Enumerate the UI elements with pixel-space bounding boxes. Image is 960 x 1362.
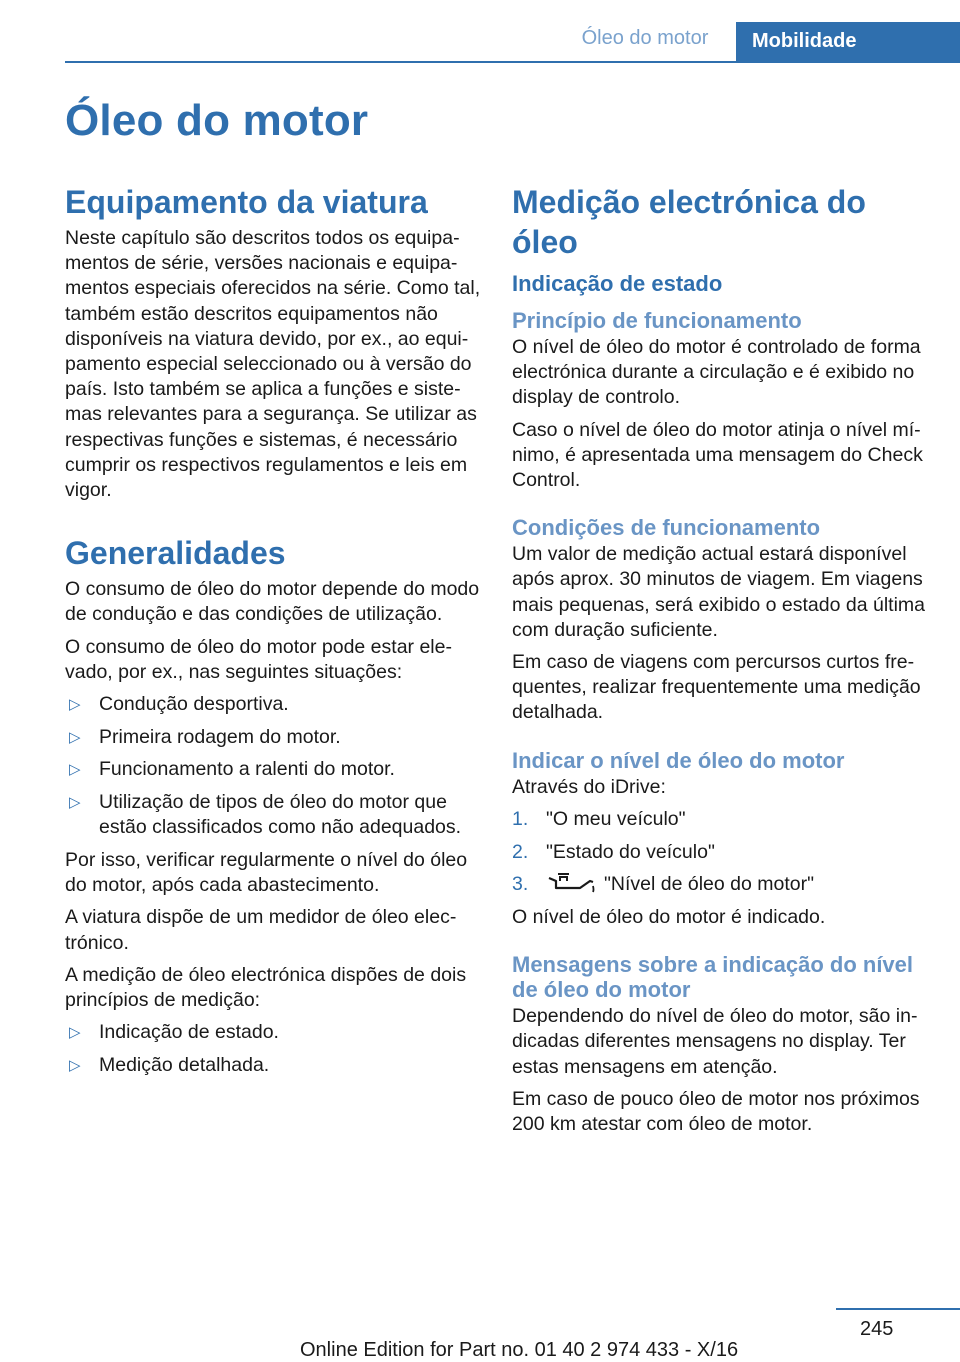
paragraph: A viatura dispõe de um medidor de óleo electrónico. [65, 906, 457, 954]
paragraph: Caso o nível de óleo do motor atinja o nível mínimo, é apresentada uma mensagem do Check Control. [512, 418, 923, 492]
triangle-bullet-icon: ▷ [69, 696, 81, 714]
list-item: 1. "O meu veículo" [512, 807, 686, 830]
oil-can-icon [546, 872, 596, 894]
list-item: ▷ Primeira rodagem do motor. [65, 725, 481, 750]
header-rule [65, 61, 960, 63]
heading-generalidades: Generalidades [65, 535, 286, 572]
paragraph: Um valor de medição actual estará disponível após aprox. 30 minutos de viagem. Em viagens mais pequenas, será exibido o estado da última com duração suficiente. [512, 543, 926, 641]
header-chapter-tab: Mobilidade [736, 22, 960, 63]
page-number: 245 [860, 1318, 894, 1340]
list-item: ▷ Indicação de estado. [65, 1020, 481, 1045]
subheading-indicacao: Indicação de estado [512, 271, 723, 296]
paragraph: A medição de óleo electrónica dispões de dois princípios de medição: [65, 963, 467, 1012]
heading-principio: Princípio de funcionamento [512, 308, 802, 333]
paragraph: O nível de óleo do motor é controlado de forma electrónica durante a circulação e é exibido no display de controlo. [512, 336, 921, 409]
list-item: ▷ Medição detalhada. [65, 1053, 481, 1078]
paragraph: Através do iDrive: [512, 775, 666, 798]
right-column [512, 182, 930, 1144]
header-section-title: Óleo do motor [581, 27, 709, 49]
steps-list [512, 807, 930, 898]
edition-footer: Online Edition for Part no. 01 40 2 974 433 - X/16 [300, 1339, 739, 1361]
heading-medicao: Medição electrónica do óleo [512, 184, 866, 260]
paragraph: O consumo de óleo do motor pode estar elevado, por ex., nas seguintes situações: [65, 635, 452, 683]
left-column [65, 182, 481, 1086]
triangle-bullet-icon: ▷ [69, 1024, 81, 1042]
list-item: 3. "Nível de óleo do motor" [512, 873, 815, 896]
heading-indicar: Indicar o nível de óleo do motor [512, 747, 845, 773]
page-title: Óleo do motor [65, 96, 369, 145]
heading-condicoes: Condições de funcionamento [512, 515, 821, 541]
bullet-list-principles [65, 1020, 481, 1078]
paragraph: Em caso de pouco óleo de motor nos próximos 200 km atestar com óleo de motor. [512, 1087, 920, 1135]
list-item: ▷ Funcionamento a ralenti do motor. [65, 757, 481, 782]
triangle-bullet-icon: ▷ [69, 794, 81, 812]
triangle-bullet-icon: ▷ [69, 1056, 81, 1074]
list-item: ▷ Utilização de tipos de óleo do motor que estão classificados como não adequados. [69, 791, 462, 839]
paragraph: Dependendo do nível de óleo do motor, são indicadas diferentes mensagens no display. Ter estas mensagens em atenção. [512, 1005, 918, 1078]
triangle-bullet-icon: ▷ [69, 761, 81, 779]
paragraph: O nível de óleo do motor é indicado. [512, 905, 826, 928]
heading-equipamento: Equipamento da viatura [65, 184, 428, 220]
list-item: ▷ Condução desportiva. [65, 692, 481, 717]
list-item: 2. "Estado do veículo" [512, 840, 715, 863]
triangle-bullet-icon: ▷ [69, 728, 81, 746]
footer-rule [836, 1308, 960, 1310]
paragraph: Por isso, verificar regularmente o nível do óleo do motor, após cada abastecimento. [65, 849, 468, 897]
paragraph: Em caso de viagens com percursos curtos frequentes, realizar frequentemente uma medição detalhada. [512, 651, 921, 724]
paragraph-equipamento: Neste capítulo são descritos todos os equipamentos de série, versões nacionais e equipamentos especiais oferecidos na série. Como tal, também estão descritos equipamentos não disponíveis na viatura devido, por ex., ao equipamento especial seleccionado ou à versão do país. Isto também se aplica a funções e sistemas relevantes para a segurança. Se utilizar as respectivas funções e sistemas, é necessário cumprir os respectivos regulamentos e leis em vigor. [65, 227, 481, 502]
bullet-list-situations [65, 692, 481, 841]
heading-mensagens: Mensagens sobre a indicação do nível de óleo do motor [512, 952, 914, 1003]
paragraph: O consumo de óleo do motor depende do modo de condução e das condições de utilização. [65, 578, 480, 626]
